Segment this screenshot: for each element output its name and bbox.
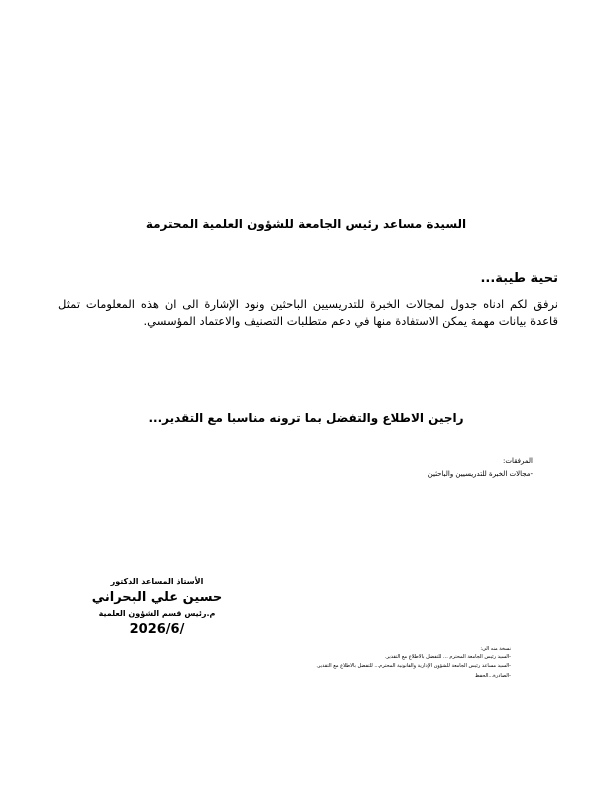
body-paragraph: نرفق لكم ادناه جدول لمجالات الخبرة للتدريسيين الباحثين ونود الإشارة الى ان هذه المعلومات تمثل قاعدة بيانات مهمة يمكن الاستفادة منها في دعم متطلبات التصنيف والاعتماد المؤسسي.	[58, 297, 558, 328]
closing-line: راجين الاطلاع والتفضل بما ترونه مناسبا مع التقدير...	[148, 411, 464, 425]
signatory-name: حسين علي البحراني	[91, 590, 223, 605]
addressee-line: السيدة مساعد رئيس الجامعة للشؤون العلمية المحترمة	[145, 217, 467, 231]
signatory-title: الأستاذ المساعد الدكتور	[110, 577, 204, 586]
copy-recipient: -السيد مساعد رئيس الجامعة للشؤون الإدارية والقانونية المحترم... للتفضل بالاطلاع مع التقدير.	[316, 663, 511, 669]
letter-date: 2026/6/	[129, 622, 185, 637]
copy-recipient: -السيد رئيس الجامعة المحترم ... للتفضل بالاطلاع مع التقدير.	[384, 654, 511, 660]
signatory-role: م.رئيس قسم الشؤون العلمية	[98, 609, 216, 618]
attachments-label: المرفقات:	[503, 457, 533, 465]
attachment-item: -مجالات الخبرة للتدريسيين والباحثين	[427, 470, 533, 478]
copy-recipient: -الصادرة...الحفظ	[474, 673, 511, 679]
greeting: تحية طيبة...	[480, 271, 558, 286]
copies-label: نسخة منه الى:	[480, 646, 511, 652]
